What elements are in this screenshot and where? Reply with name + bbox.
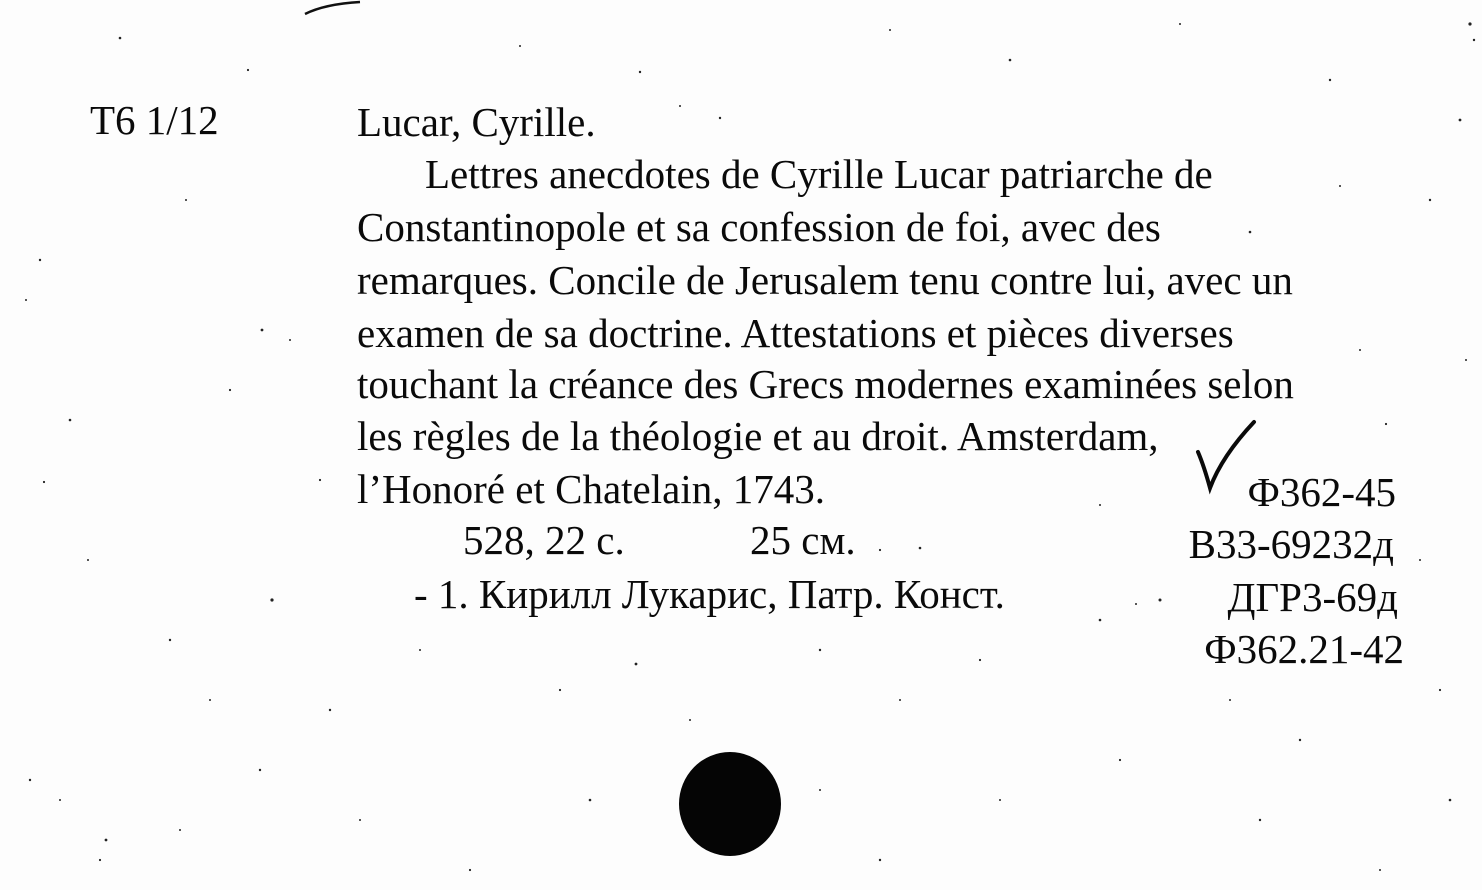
title-line: examen de sa doctrine. Attestations et pièces diverses	[357, 310, 1234, 356]
imprint-line: l’Honoré et Chatelain, 1743.	[357, 466, 825, 512]
collation-pages: 528, 22 с.	[463, 517, 625, 563]
shelf-mark: ДГР3-69д	[1227, 574, 1398, 620]
shelf-mark: В33-69232д	[1188, 521, 1394, 567]
title-line: Lettres anecdotes de Cyrille Lucar patriarche de	[425, 151, 1213, 197]
shelf-mark: Ф362.21-42	[1204, 626, 1404, 672]
call-number: Т6 1/12	[90, 97, 219, 143]
title-line: Constantinopole et sa confession de foi, avec des	[357, 204, 1161, 250]
title-line: touchant la créance des Grecs modernes examinées selon	[357, 361, 1294, 407]
card-punch-hole	[679, 752, 781, 856]
collation-size: 25 см.	[750, 517, 856, 563]
stray-pen-stroke	[300, 0, 370, 18]
shelf-mark: Ф362-45	[1247, 469, 1396, 515]
subject-entry: - 1. Кирилл Лукарис, Патр. Конст.	[414, 571, 1005, 617]
handwritten-checkmark	[1192, 416, 1262, 496]
title-line: remarques. Concile de Jerusalem tenu contre lui, avec un	[357, 257, 1293, 303]
author-heading: Lucar, Cyrille.	[357, 99, 596, 145]
title-line: les règles de la théologie et au droit. Amsterdam,	[357, 413, 1159, 459]
